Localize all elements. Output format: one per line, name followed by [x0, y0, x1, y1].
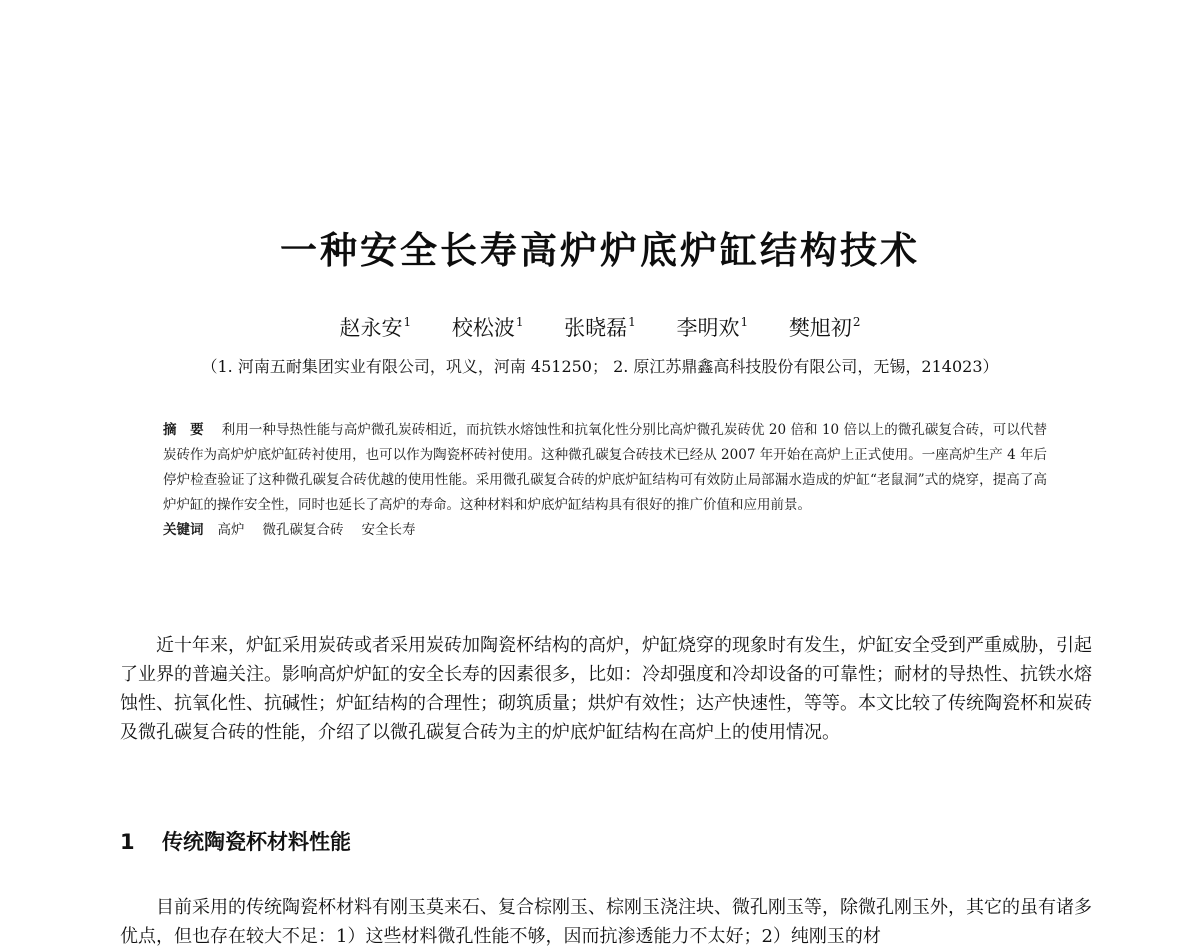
keyword: 高炉	[217, 522, 245, 538]
author-affiliation-mark: 1	[515, 315, 524, 329]
author-list	[0, 312, 1200, 342]
affiliations: （1. 河南五耐集团实业有限公司，巩义，河南 451250； 2. 原江苏鼎鑫高科技股份有限公司，无锡，214023）	[201, 357, 999, 376]
intro-section	[120, 631, 1092, 747]
author-3	[564, 312, 636, 342]
author-affiliation-mark: 1	[403, 315, 412, 329]
keyword: 安全长寿	[361, 522, 416, 538]
author-affiliation-mark: 1	[740, 315, 749, 329]
body-paragraph: 目前采用的传统陶瓷杯材料有刚玉莫来石、复合棕刚玉、棕刚玉浇注块、微孔刚玉等，除微孔刚玉外，其它的虽有诸多优点，但也存在较大不足：1）这些材料微孔性能不够，因而抗渗透能力不太好；2）纯刚玉的材	[120, 897, 1092, 947]
intro-paragraph: 近十年来，炉缸采用炭砖或者采用炭砖加陶瓷杯结构的高炉，炉缸烧穿的现象时有发生，炉缸安全受到严重威胁，引起了业界的普遍关注。影响高炉炉缸的安全长寿的因素很多，比如：冷却强度和冷却设备的可靠性；耐材的导热性、抗铁水熔蚀性、抗氧化性、抗碱性；炉缸结构的合理性；砌筑质量；烘炉有效性；达产快速性，等等。本文比较了传统陶瓷杯和炭砖及微孔碳复合砖的性能，介绍了以微孔碳复合砖为主的炉底炉缸结构在高炉上的使用情况。	[120, 635, 1092, 743]
author-name: 校松波	[451, 316, 515, 340]
abstract-block	[163, 418, 1047, 543]
author-4	[677, 312, 749, 342]
author-name: 樊旭初	[788, 316, 852, 340]
author-affiliation-mark: 1	[628, 315, 636, 329]
keywords-label: 关键词	[163, 522, 204, 538]
author-2	[452, 312, 524, 342]
author-affiliation-mark: 2	[852, 315, 861, 329]
section-number: 1	[120, 830, 135, 854]
section-heading	[120, 826, 351, 856]
keyword: 微孔碳复合砖	[262, 522, 344, 538]
author-1	[340, 312, 412, 342]
abstract-label: 摘 要	[163, 422, 204, 438]
abstract-paragraph	[163, 418, 1047, 518]
paper-title: 一种安全长寿高炉炉底炉缸结构技术	[280, 229, 920, 272]
author-5	[789, 312, 861, 342]
section-1-body	[120, 893, 1092, 951]
author-name: 李明欢	[676, 316, 740, 340]
keywords-line	[163, 518, 1047, 543]
author-name: 赵永安	[339, 316, 403, 340]
author-name: 张晓磊	[564, 316, 628, 340]
section-title: 传统陶瓷杯材料性能	[162, 830, 351, 854]
abstract-text: 利用一种导热性能与高炉微孔炭砖相近，而抗铁水熔蚀性和抗氧化性分别比高炉微孔炭砖优 20 倍和 10 倍以上的微孔碳复合砖，可以代替炭砖作为高炉炉底炉缸砖衬使用，也可以作为陶瓷杯砖衬使用。这种微孔碳复合砖技术已经从 2007 年开始在高炉上正式使用。一座高炉生产 4 年后停炉检查验证了这种微孔碳复合砖优越的使用性能。采用微孔碳复合砖的炉底炉缸结构可有效防止局部漏水造成的炉缸“老鼠洞”式的烧穿，提高了高炉炉缸的操作安全性，同时也延长了高炉的寿命。这种材料和炉底炉缸结构具有很好的推广价值和应用前景。	[163, 422, 1047, 513]
